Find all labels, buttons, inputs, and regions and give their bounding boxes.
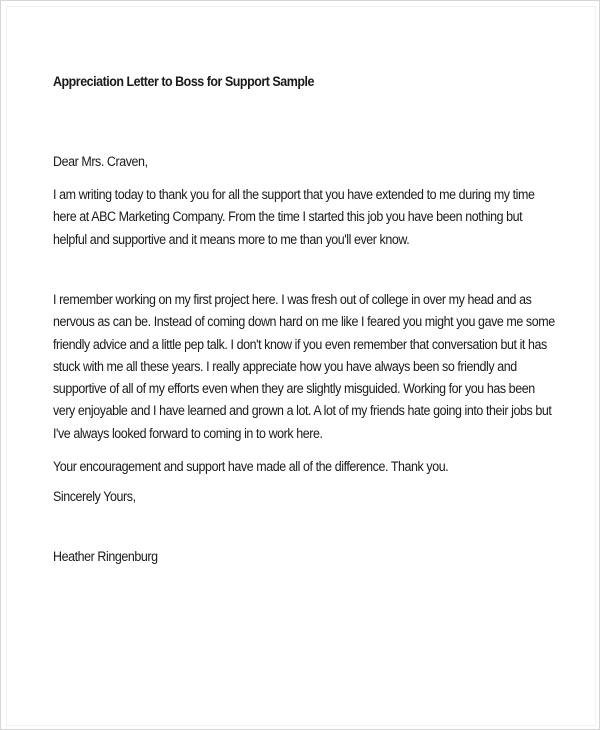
paragraph-line: I remember working on my first project here. I was fresh out of college in over my head and as (53, 292, 532, 307)
paragraph-line: stuck with me all these years. I really appreciate how you have always been so friendly and (53, 358, 517, 374)
paragraph-line: I've always looked forward to coming in to work here. (53, 425, 323, 441)
paragraph-line: supportive of all of my efforts even when they are slightly misguided. Working for you has been (53, 381, 535, 397)
paragraph-line: I am writing today to thank you for all the support that you have extended to me during my time (53, 187, 535, 202)
paragraph-line: very enjoyable and I have learned and grown a lot. A lot of my friends hate going into their jobs but (53, 403, 552, 419)
closing: Sincerely Yours, (53, 489, 136, 504)
salutation: Dear Mrs. Craven, (53, 154, 148, 169)
paragraph-encouragement (53, 456, 592, 478)
letter-title: Appreciation Letter to Boss for Support Sample (53, 74, 314, 89)
paragraph-line: Your encouragement and support have made all of the difference. Thank you. (53, 459, 449, 474)
paragraph-memory (53, 289, 592, 445)
paragraph-line: here at ABC Marketing Company. From the time I started this job you have been nothing but (53, 209, 523, 225)
signature-name: Heather Ringenburg (53, 549, 158, 564)
paragraph-line: friendly advice and a little pep talk. I don't know if you even remember that conversation but it has (53, 336, 547, 352)
paragraph-line: helpful and supportive and it means more to me than you'll ever know. (53, 231, 410, 247)
paragraph-thanks (53, 184, 592, 251)
paragraph-line: nervous as can be. Instead of coming down hard on me like I feared you might you gave me some (53, 314, 555, 330)
